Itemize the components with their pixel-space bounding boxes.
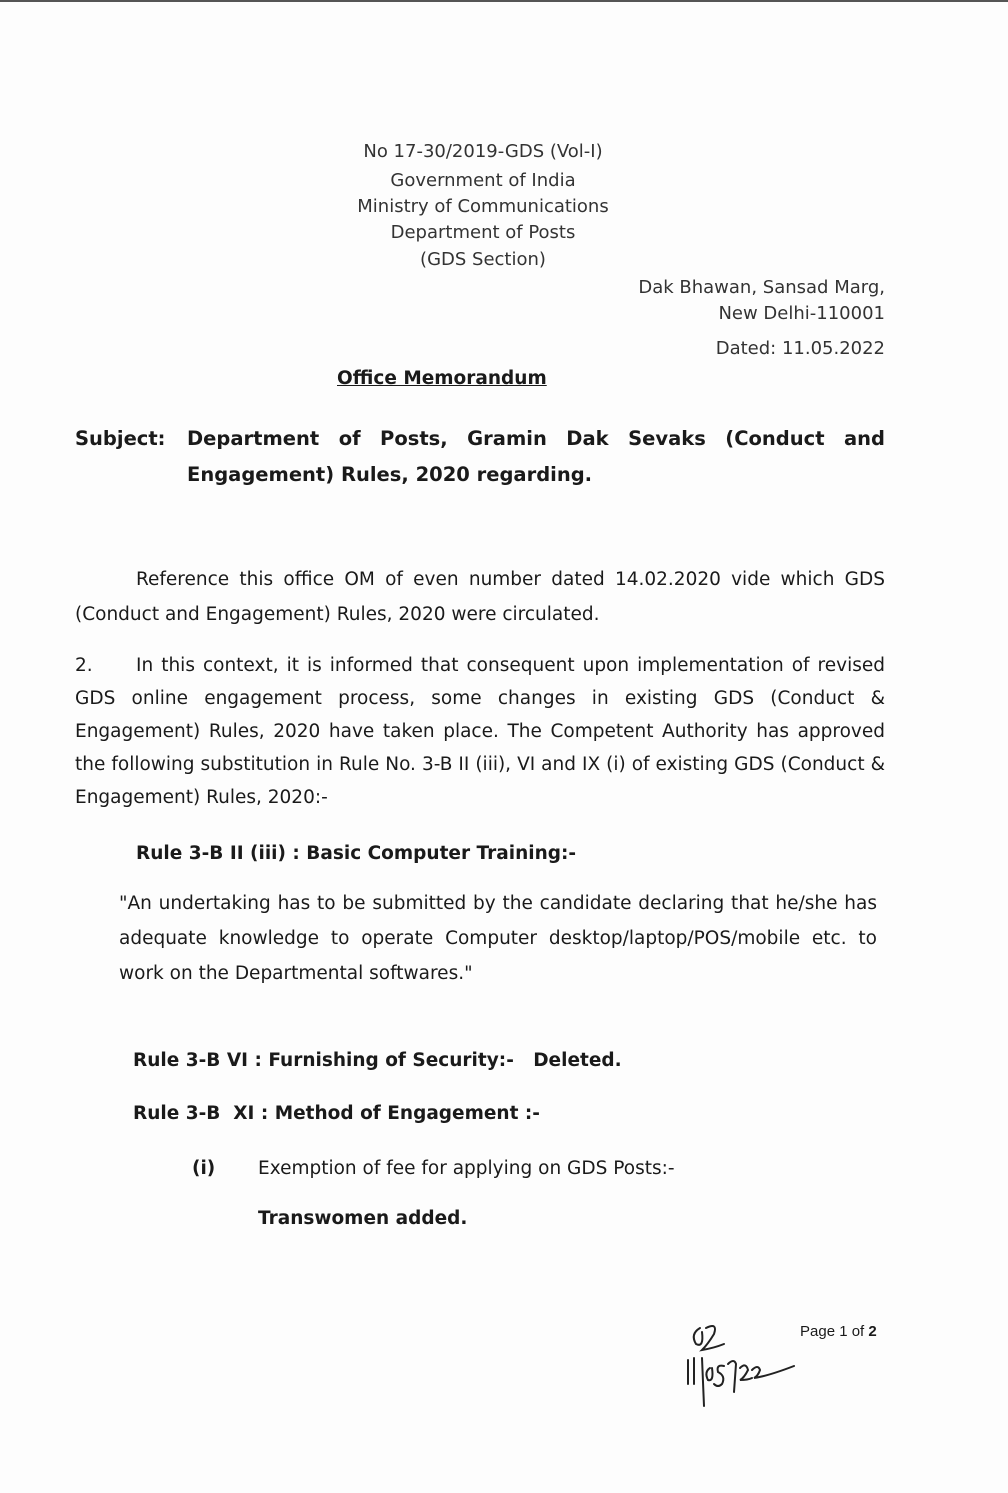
rule-heading-text: Rule 3-B VI : Furnishing of Security:-: [133, 1050, 514, 1071]
paragraph-1: Reference this office OM of even number dated 14.02.2020 vide which GDS (Conduct and Engagement) Rules, 2020 were circulated.: [75, 569, 885, 625]
paragraph-2: [75, 649, 885, 814]
page-total: 2: [868, 1323, 877, 1340]
handwritten-signature: [680, 1310, 800, 1410]
item-number: (i): [192, 1158, 216, 1179]
item-result: Transwomen added.: [258, 1208, 468, 1229]
date: Dated: 11.05.2022: [715, 338, 885, 359]
file-number: No 17-30/2019-GDS (Vol-I): [363, 141, 603, 162]
subject-line: Department of Posts, Gramin Dak Sevaks (Conduct and: [187, 427, 885, 450]
rule-heading: Rule 3-B XI : Method of Engagement :-: [133, 1103, 540, 1124]
item-text: Exemption of fee for applying on GDS Posts:-: [258, 1158, 675, 1179]
page-label: Page 1 of: [800, 1323, 865, 1340]
org-line: (GDS Section): [420, 249, 546, 270]
page-number: [800, 1323, 877, 1340]
rule-heading: Rule 3-B II (iii) : Basic Computer Training:-: [136, 843, 577, 864]
rule-quote: "An undertaking has to be submitted by the candidate declaring that he/she has adequate knowledge to operate Computer desktop/laptop/POS/mobile etc. to work on the Departmental softwares.": [119, 893, 877, 984]
document-title: Office Memorandum: [337, 368, 547, 389]
address-line: Dak Bhawan, Sansad Marg,: [638, 277, 885, 298]
subject-label: Subject:: [75, 427, 166, 450]
scan-edge: [0, 0, 1008, 2]
address-line: New Delhi-110001: [718, 303, 885, 324]
org-line: Ministry of Communications: [357, 196, 609, 217]
rule-heading: [133, 1050, 622, 1071]
org-line: Government of India: [390, 170, 576, 191]
org-line: Department of Posts: [390, 222, 576, 243]
paragraph-text: In this context, it is informed that consequent upon implementation of revised GDS online engagement process, some changes in existing GDS (Conduct & Engagement) Rules, 2020 have taken place. The Competent Authority has approved the following substitution in Rule No. 3-B II (iii), VI and IX (i) of existing GDS (Conduct & Engagement) Rules, 2020:-: [75, 655, 885, 808]
paragraph-number: 2.: [75, 655, 93, 676]
rule-status: Deleted.: [533, 1050, 622, 1071]
subject-line: Engagement) Rules, 2020 regarding.: [187, 463, 593, 486]
